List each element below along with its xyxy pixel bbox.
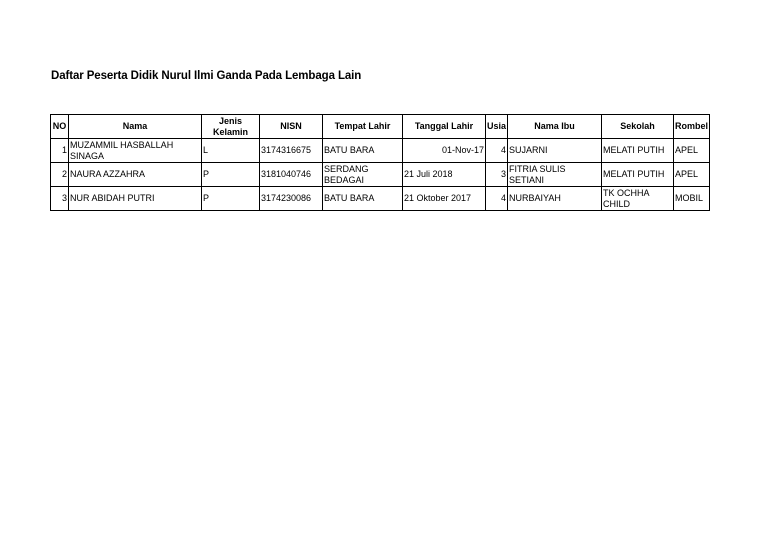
cell-nama: NUR ABIDAH PUTRI [69,187,202,211]
cell-tempat-lahir: SERDANG BEDAGAI [323,163,403,187]
table-row [51,163,710,187]
cell-nama-ibu: SUJARNI [508,139,602,163]
cell-no: 1 [51,139,69,163]
cell-rombel: MOBIL [674,187,710,211]
cell-rombel: APEL [674,163,710,187]
student-table [50,114,710,211]
header-no: NO [51,115,69,139]
cell-sekolah: MELATI PUTIH [602,163,674,187]
header-nama: Nama [69,115,202,139]
cell-usia: 4 [486,187,508,211]
cell-sekolah: MELATI PUTIH [602,139,674,163]
cell-tanggal-lahir: 21 Juli 2018 [403,163,486,187]
cell-tempat-lahir: BATU BARA [323,139,403,163]
cell-nisn: 3174316675 [260,139,323,163]
cell-jenis-kelamin: P [202,187,260,211]
cell-nisn: 3174230086 [260,187,323,211]
cell-no: 2 [51,163,69,187]
cell-rombel: APEL [674,139,710,163]
cell-nama: NAURA AZZAHRA [69,163,202,187]
header-sekolah: Sekolah [602,115,674,139]
cell-usia: 4 [486,139,508,163]
cell-nama: MUZAMMIL HASBALLAH SINAGA [69,139,202,163]
cell-jenis-kelamin: P [202,163,260,187]
header-nama-ibu: Nama Ibu [508,115,602,139]
header-tempat-lahir: Tempat Lahir [323,115,403,139]
cell-nama-ibu: NURBAIYAH [508,187,602,211]
header-usia: Usia [486,115,508,139]
cell-tanggal-lahir: 01-Nov-17 [403,139,486,163]
header-tanggal-lahir: Tanggal Lahir [403,115,486,139]
table-row [51,139,710,163]
cell-no: 3 [51,187,69,211]
cell-usia: 3 [486,163,508,187]
cell-sekolah: TK OCHHA CHILD [602,187,674,211]
table-header-row [51,115,710,139]
header-jenis-kelamin: Jenis Kelamin [202,115,260,139]
header-rombel: Rombel [674,115,710,139]
cell-tanggal-lahir: 21 Oktober 2017 [403,187,486,211]
cell-nama-ibu: FITRIA SULIS SETIANI [508,163,602,187]
cell-nisn: 3181040746 [260,163,323,187]
cell-jenis-kelamin: L [202,139,260,163]
header-nisn: NISN [260,115,323,139]
table-row [51,187,710,211]
document-title: Daftar Peserta Didik Nurul Ilmi Ganda Pada Lembaga Lain [51,70,362,82]
cell-tempat-lahir: BATU BARA [323,187,403,211]
